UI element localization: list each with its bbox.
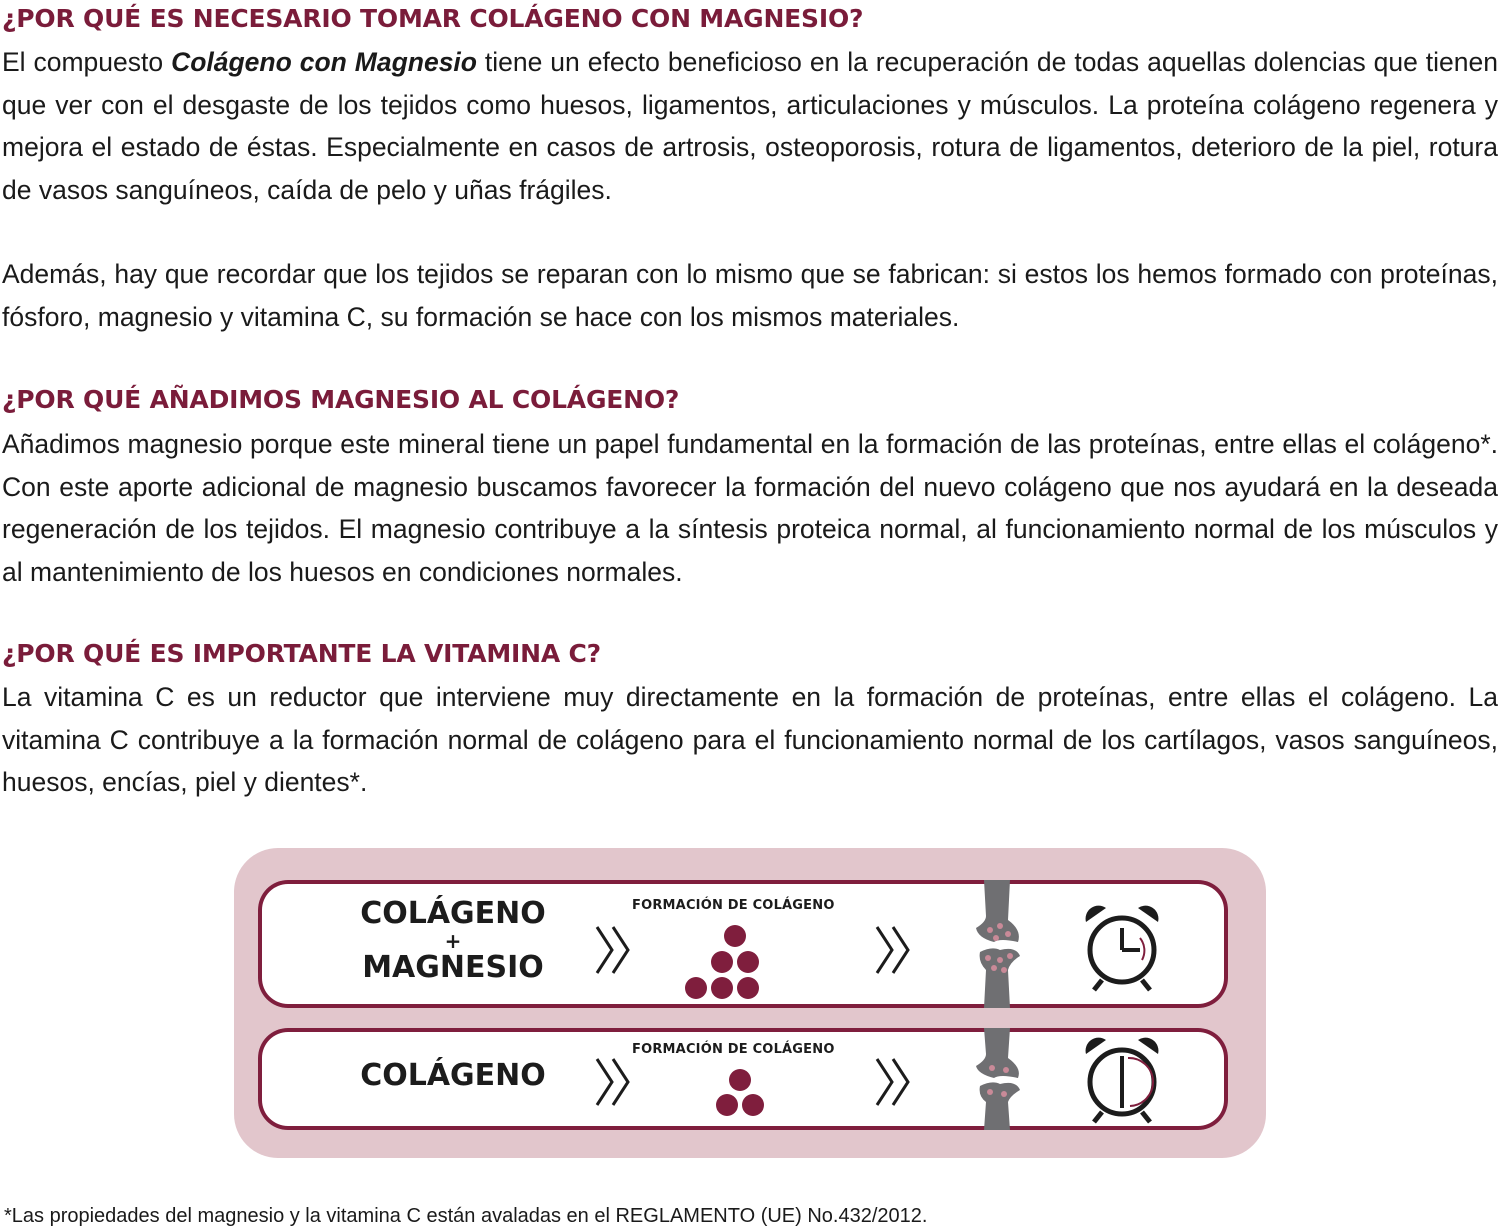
collagen-dots-6-icon: [682, 924, 788, 1000]
label-plus: +: [444, 929, 462, 953]
double-chevron-icon: [594, 924, 634, 976]
bone-joint-icon: [970, 1028, 1026, 1130]
paragraph-tissue-repair: Además, hay que recordar que los tejidos se reparan con lo mismo que se fabrican: si estos los hemos formado con proteínas, fósforo, magnesio y vitamina C, su formación se hace con los mismos materiales.: [2, 259, 1498, 332]
formation-label: FORMACIÓN DE COLÁGENO: [632, 898, 835, 913]
double-chevron-icon: [874, 1056, 914, 1108]
alarm-clock-fast-icon: [1080, 904, 1164, 992]
paragraph-magnesium-role: Añadimos magnesio porque este mineral tiene un papel fundamental en la formación de las proteínas, entre ellas el colágeno*. Con este aporte adicional de magnesio buscamos favorecer la formación del nuevo colágeno que nos ayudará en la deseada regeneración de los tejidos. El magnesio contribuye a la síntesis proteica normal, al funcionamiento normal de los músculos y al mantenimiento de los huesos en condiciones normales.: [2, 429, 1498, 587]
row-collagen-magnesium: [258, 880, 1228, 1008]
heading-why-add-magnesium: ¿POR QUÉ AÑADIMOS MAGNESIO AL COLÁGENO?: [2, 385, 680, 414]
paragraph-vitamin-c: La vitamina C es un reductor que interviene muy directamente en la formación de proteínas, entre ellas el colágeno. La vitamina C contribuye a la formación normal de colágeno para el funcionamiento normal de los cartílagos, vasos sanguíneos, huesos, encías, piel y dientes*.: [2, 682, 1498, 797]
heading-collagen-magnesium: ¿POR QUÉ ES NECESARIO TOMAR COLÁGENO CON MAGNESIO?: [2, 4, 864, 33]
collagen-dots-3-icon: [712, 1068, 768, 1118]
double-chevron-icon: [594, 1056, 634, 1108]
row-collagen-only: [258, 1028, 1228, 1130]
paragraph-text: El compuesto: [2, 47, 172, 77]
row-label-collagen-magnesium: [328, 898, 578, 984]
paragraph-compound-benefits: [2, 41, 1498, 211]
alarm-clock-slow-icon: [1080, 1036, 1164, 1124]
label-magnesium: MAGNESIO: [362, 950, 544, 985]
paragraph-text: tiene un efecto beneficioso en la recuperación de todas aquellas dolencias que tienen que ver con el desgaste de los tejidos como huesos, ligamentos, articulaciones y músculos. La proteína colágeno regenera y mejora el estado de éstas. Especialmente en casos de artrosis, osteoporosis, rotura de ligamentos, deterioro de la piel, rotura de vasos sanguíneos, caída de pelo y uñas frágiles.: [2, 47, 1498, 205]
double-chevron-icon: [874, 924, 914, 976]
comparison-infographic: [234, 848, 1266, 1158]
formation-label: FORMACIÓN DE COLÁGENO: [632, 1042, 835, 1057]
row-label-collagen: COLÁGENO: [360, 1058, 546, 1093]
heading-vitamin-c: ¿POR QUÉ ES IMPORTANTE LA VITAMINA C?: [2, 639, 601, 668]
bone-joint-icon: [970, 880, 1026, 1008]
label-collagen: COLÁGENO: [360, 896, 546, 931]
product-name-emphasis: Colágeno con Magnesio: [171, 47, 477, 77]
footnote-regulation: *Las propiedades del magnesio y la vitamina C están avaladas en el REGLAMENTO (UE) No.432/2012.: [4, 1205, 928, 1227]
